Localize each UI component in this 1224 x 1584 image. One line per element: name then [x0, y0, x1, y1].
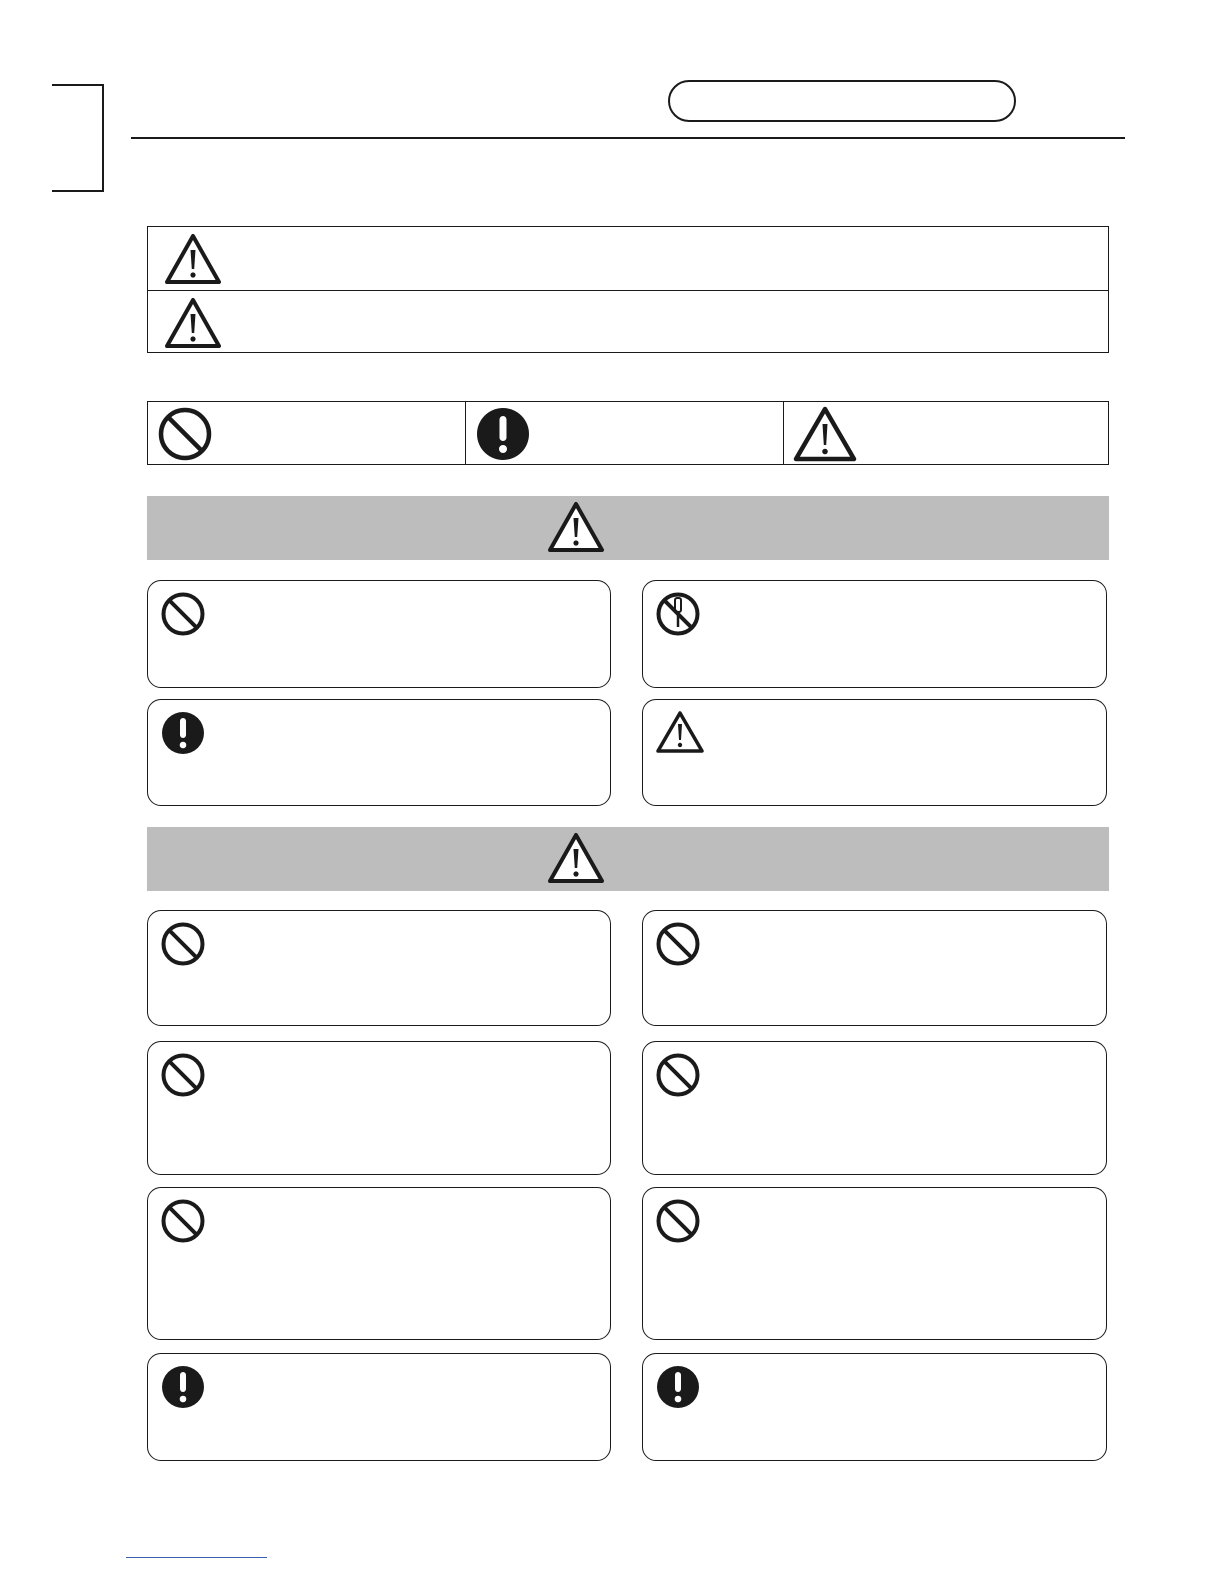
prohibition-icon: [160, 1198, 206, 1244]
footer-link-underline: [126, 1557, 267, 1558]
mandatory-action-icon: [160, 1364, 206, 1410]
warning-card: [642, 580, 1107, 688]
symbol-cell-caution: [784, 402, 1108, 464]
legend-row-warning: [148, 227, 1108, 289]
warning-triangle-icon: [164, 233, 222, 285]
prohibition-icon: [655, 1052, 701, 1098]
caution-card: [147, 1187, 611, 1340]
caution-card: [147, 1041, 611, 1175]
caution-card: [642, 1353, 1107, 1461]
prohibition-icon: [655, 921, 701, 967]
warning-section-header: [147, 496, 1109, 560]
warning-card: [147, 580, 611, 688]
caution-card: [642, 910, 1107, 1026]
signal-word-legend: [147, 226, 1109, 353]
caution-card: [147, 1353, 611, 1461]
warning-card: [147, 699, 611, 806]
mandatory-action-icon: [475, 406, 531, 462]
warning-triangle-icon: [547, 832, 605, 884]
warning-triangle-icon: [793, 406, 857, 462]
warning-triangle-icon: [655, 710, 705, 754]
symbol-legend: [147, 401, 1109, 465]
section-label-pill: [668, 80, 1016, 122]
caution-card: [642, 1187, 1107, 1340]
prohibition-icon: [160, 591, 206, 637]
prohibition-icon: [160, 1052, 206, 1098]
prohibition-icon: [160, 921, 206, 967]
header-rule: [131, 137, 1125, 139]
side-tab-marker: [52, 84, 104, 192]
prohibition-icon: [157, 406, 213, 462]
legend-row-caution: [148, 290, 1108, 353]
no-disassembly-icon: [655, 591, 701, 637]
caution-card: [642, 1041, 1107, 1175]
caution-card: [147, 910, 611, 1026]
mandatory-action-icon: [160, 710, 206, 756]
warning-triangle-icon: [164, 297, 222, 349]
symbol-cell-mandatory: [466, 402, 784, 464]
prohibition-icon: [655, 1198, 701, 1244]
mandatory-action-icon: [655, 1364, 701, 1410]
caution-section-header: [147, 827, 1109, 891]
warning-triangle-icon: [547, 501, 605, 553]
symbol-cell-prohibition: [148, 402, 466, 464]
warning-card: [642, 699, 1107, 806]
